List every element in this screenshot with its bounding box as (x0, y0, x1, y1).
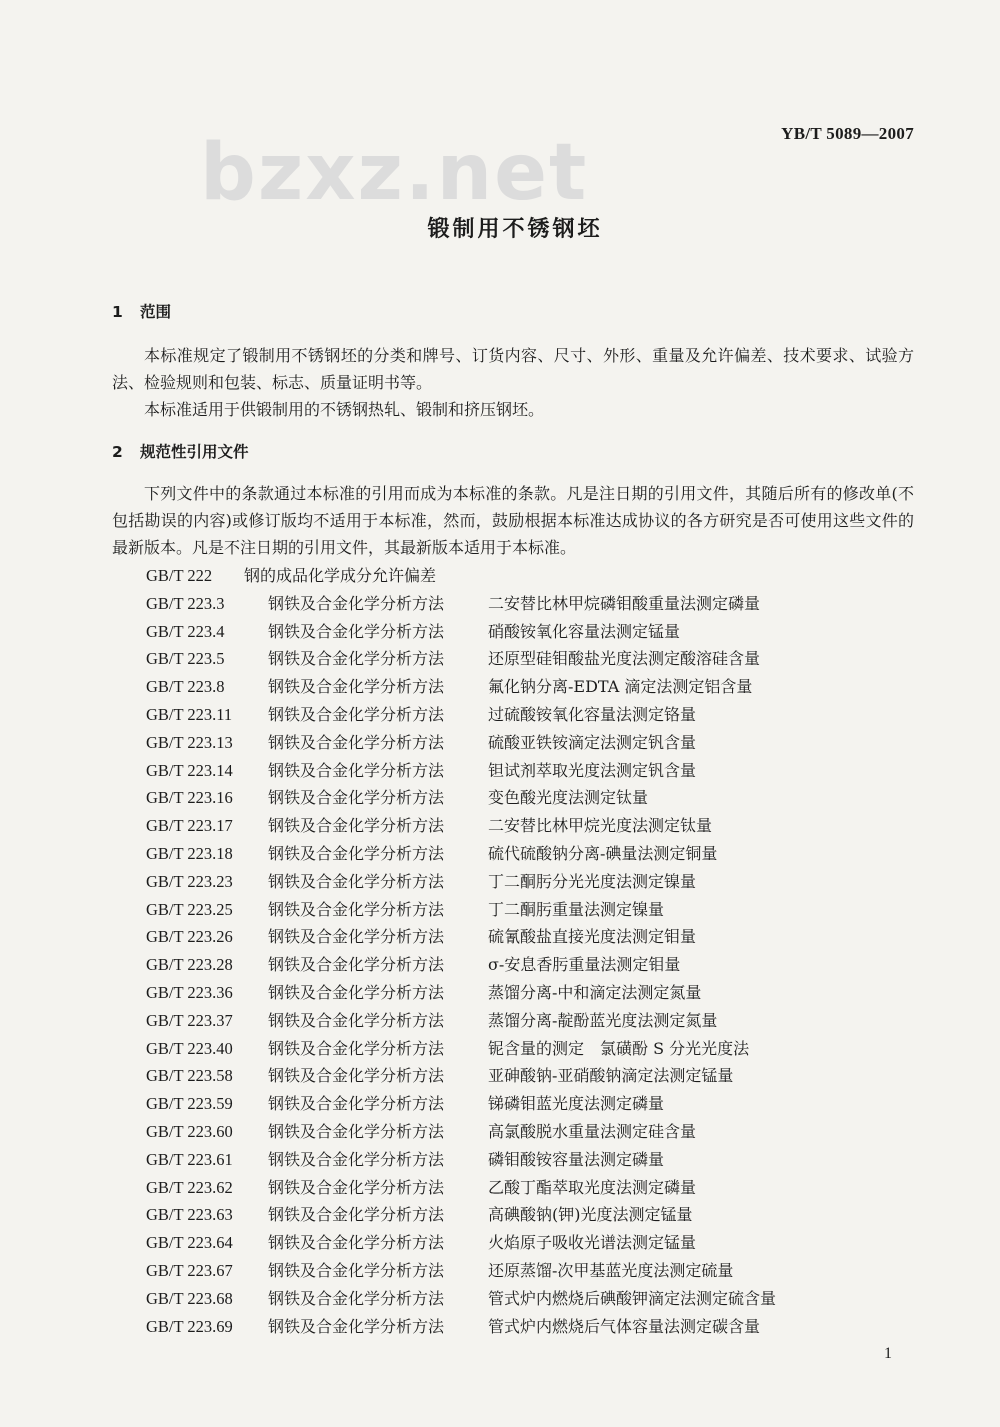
reference-series: 钢铁及合金化学分析方法 (268, 1121, 445, 1141)
reference-subject: 二安替比林甲烷磷钼酸重量法测定磷量 (488, 593, 761, 613)
reference-series: 钢铁及合金化学分析方法 (268, 593, 445, 613)
reference-subject: 磷钼酸铵容量法测定磷量 (488, 1149, 665, 1169)
reference-series: 钢铁及合金化学分析方法 (268, 732, 445, 752)
reference-subject: 蒸馏分离-靛酚蓝光度法测定氮量 (488, 1010, 718, 1030)
reference-code: GB/T 223.17 (146, 816, 233, 836)
reference-series: 钢铁及合金化学分析方法 (268, 1149, 445, 1169)
document-title: 锻制用不锈钢坯 (427, 217, 603, 242)
reference-item (146, 1062, 906, 1090)
reference-subject: 高碘酸钠(钾)光度法测定锰量 (488, 1205, 693, 1225)
reference-series: 钢铁及合金化学分析方法 (268, 1038, 445, 1058)
reference-series: 钢铁及合金化学分析方法 (268, 704, 445, 724)
watermark: bzxz.net (200, 128, 589, 218)
reference-subject: 高氯酸脱水重量法测定硅含量 (488, 1121, 697, 1141)
reference-series: 钢铁及合金化学分析方法 (268, 1316, 445, 1336)
reference-item (146, 784, 906, 812)
reference-subject: 硫代硫酸钠分离-碘量法测定铜量 (488, 843, 718, 863)
reference-series: 钢铁及合金化学分析方法 (268, 1010, 445, 1030)
section-number: 1 (112, 303, 123, 321)
section-heading-normative-references (112, 440, 249, 462)
reference-item (146, 951, 906, 979)
section-number: 2 (112, 443, 123, 461)
reference-item (146, 896, 906, 924)
reference-code: GB/T 223.11 (146, 704, 233, 724)
reference-item (146, 1174, 906, 1202)
reference-item (146, 645, 906, 673)
reference-code: GB/T 223.69 (146, 1316, 233, 1336)
reference-series: 钢铁及合金化学分析方法 (268, 1177, 445, 1197)
reference-series: 钢铁及合金化学分析方法 (268, 1233, 445, 1253)
reference-subject: 过硫酸铵氧化容量法测定铬量 (488, 704, 697, 724)
reference-subject: 铌含量的测定 氯磺酚 S 分光光度法 (488, 1038, 750, 1058)
reference-code: GB/T 223.59 (146, 1094, 233, 1114)
reference-series: 钢铁及合金化学分析方法 (268, 955, 445, 975)
reference-series: 钢铁及合金化学分析方法 (268, 788, 445, 808)
reference-subject: 还原蒸馏-次甲基蓝光度法测定硫量 (488, 1260, 734, 1280)
reference-subject: 火焰原子吸收光谱法测定锰量 (488, 1233, 697, 1253)
reference-code: GB/T 223.63 (146, 1205, 233, 1225)
reference-item (146, 701, 906, 729)
paragraph: 本标准规定了锻制用不锈钢坯的分类和牌号、订货内容、尺寸、外形、重量及允许偏差、技术要求、试验方法、检验规则和包装、标志、质量证明书等。 (112, 346, 914, 392)
paragraph: 本标准适用于供锻制用的不锈钢热轧、锻制和挤压钢坯。 (144, 400, 545, 419)
reference-series: 钢铁及合金化学分析方法 (268, 816, 445, 836)
reference-subject: 丁二酮肟分光光度法测定镍量 (488, 871, 697, 891)
reference-item (146, 1090, 906, 1118)
reference-series: 钢铁及合金化学分析方法 (268, 843, 445, 863)
reference-code: GB/T 223.37 (146, 1010, 233, 1030)
reference-series: 钢铁及合金化学分析方法 (268, 1288, 445, 1308)
reference-series: 钢铁及合金化学分析方法 (268, 1066, 445, 1086)
reference-code: GB/T 223.26 (146, 927, 233, 947)
reference-list (146, 562, 906, 1340)
reference-subject: 变色酸光度法测定钛量 (488, 788, 649, 808)
reference-subject: 硫酸亚铁铵滴定法测定钒含量 (488, 732, 697, 752)
section-title: 规范性引用文件 (140, 443, 249, 461)
reference-item (146, 1007, 906, 1035)
reference-code: GB/T 223.28 (146, 955, 233, 975)
reference-item (146, 1201, 906, 1229)
reference-code: GB/T 223.64 (146, 1233, 233, 1253)
reference-item (146, 618, 906, 646)
section-heading-scope (112, 300, 171, 322)
reference-series: 钢铁及合金化学分析方法 (268, 1205, 445, 1225)
reference-item (146, 590, 906, 618)
reference-subject: 亚砷酸钠-亚硝酸钠滴定法测定锰量 (488, 1066, 734, 1086)
reference-series: 钢铁及合金化学分析方法 (268, 927, 445, 947)
reference-code: GB/T 223.40 (146, 1038, 233, 1058)
reference-series: 钢铁及合金化学分析方法 (268, 871, 445, 891)
reference-item (146, 1285, 906, 1313)
standard-code: YB/T 5089—2007 (781, 124, 914, 143)
reference-subject: 锑磷钼蓝光度法测定磷量 (488, 1094, 665, 1114)
reference-item (146, 729, 906, 757)
reference-code: GB/T 223.62 (146, 1177, 233, 1197)
reference-code: GB/T 223.13 (146, 732, 233, 752)
reference-code: GB/T 222 (146, 566, 213, 585)
reference-code: GB/T 223.4 (146, 621, 225, 641)
reference-code: GB/T 223.61 (146, 1149, 233, 1169)
reference-item (146, 1229, 906, 1257)
reference-item (146, 1257, 906, 1285)
reference-subject: 二安替比林甲烷光度法测定钛量 (488, 816, 713, 836)
reference-item (146, 812, 906, 840)
reference-item (146, 979, 906, 1007)
reference-item (146, 673, 906, 701)
reference-subject: 蒸馏分离-中和滴定法测定氮量 (488, 982, 702, 1002)
reference-item (146, 1146, 906, 1174)
reference-code: GB/T 223.16 (146, 788, 233, 808)
reference-subject: 氟化钠分离-EDTA 滴定法测定铝含量 (488, 677, 753, 697)
reference-code: GB/T 223.60 (146, 1121, 233, 1141)
reference-series: 钢铁及合金化学分析方法 (268, 760, 445, 780)
reference-subject: 钢的成品化学成分允许偏差 (244, 566, 437, 585)
reference-subject: 丁二酮肟重量法测定镍量 (488, 899, 665, 919)
reference-subject: 还原型硅钼酸盐光度法测定酸溶硅含量 (488, 649, 761, 669)
paragraph: 下列文件中的条款通过本标准的引用而成为本标准的条款。凡是注日期的引用文件，其随后所有的修改单(不包括勘误的内容)或修订版均不适用于本标准，然而，鼓励根据本标准达成协议的各方研究是否可使用这些文件的最新版本。凡是不注日期的引用文件，其最新版本适用于本标准。 (112, 484, 914, 557)
reference-subject: 管式炉内燃烧后碘酸钾滴定法测定硫含量 (488, 1288, 777, 1308)
reference-code: GB/T 223.8 (146, 677, 225, 697)
reference-item (146, 1035, 906, 1063)
reference-item (146, 923, 906, 951)
reference-code: GB/T 223.14 (146, 760, 233, 780)
reference-series: 钢铁及合金化学分析方法 (268, 621, 445, 641)
reference-code: GB/T 223.67 (146, 1260, 233, 1280)
reference-subject: 硝酸铵氧化容量法测定锰量 (488, 621, 681, 641)
reference-subject: 硫氰酸盐直接光度法测定钼量 (488, 927, 697, 947)
reference-code: GB/T 223.23 (146, 871, 233, 891)
reference-subject: 乙酸丁酯萃取光度法测定磷量 (488, 1177, 697, 1197)
reference-code: GB/T 223.18 (146, 843, 233, 863)
reference-subject: 钽试剂萃取光度法测定钒含量 (488, 760, 697, 780)
reference-series: 钢铁及合金化学分析方法 (268, 677, 445, 697)
reference-item (146, 1118, 906, 1146)
reference-code: GB/T 223.3 (146, 593, 225, 613)
reference-series: 钢铁及合金化学分析方法 (268, 1260, 445, 1280)
reference-code: GB/T 223.25 (146, 899, 233, 919)
reference-subject: 管式炉内燃烧后气体容量法测定碳含量 (488, 1316, 761, 1336)
reference-subject: σ-安息香肟重量法测定钼量 (488, 955, 681, 975)
reference-item (146, 562, 906, 590)
reference-code: GB/T 223.68 (146, 1288, 233, 1308)
reference-series: 钢铁及合金化学分析方法 (268, 649, 445, 669)
reference-code: GB/T 223.5 (146, 649, 225, 669)
reference-series: 钢铁及合金化学分析方法 (268, 982, 445, 1002)
section-title: 范围 (140, 303, 172, 321)
reference-item (146, 1313, 906, 1341)
reference-code: GB/T 223.58 (146, 1066, 233, 1086)
reference-item (146, 868, 906, 896)
reference-series: 钢铁及合金化学分析方法 (268, 899, 445, 919)
reference-item (146, 840, 906, 868)
reference-item (146, 757, 906, 785)
page-number: 1 (884, 1345, 892, 1362)
reference-series: 钢铁及合金化学分析方法 (268, 1094, 445, 1114)
reference-code: GB/T 223.36 (146, 982, 233, 1002)
